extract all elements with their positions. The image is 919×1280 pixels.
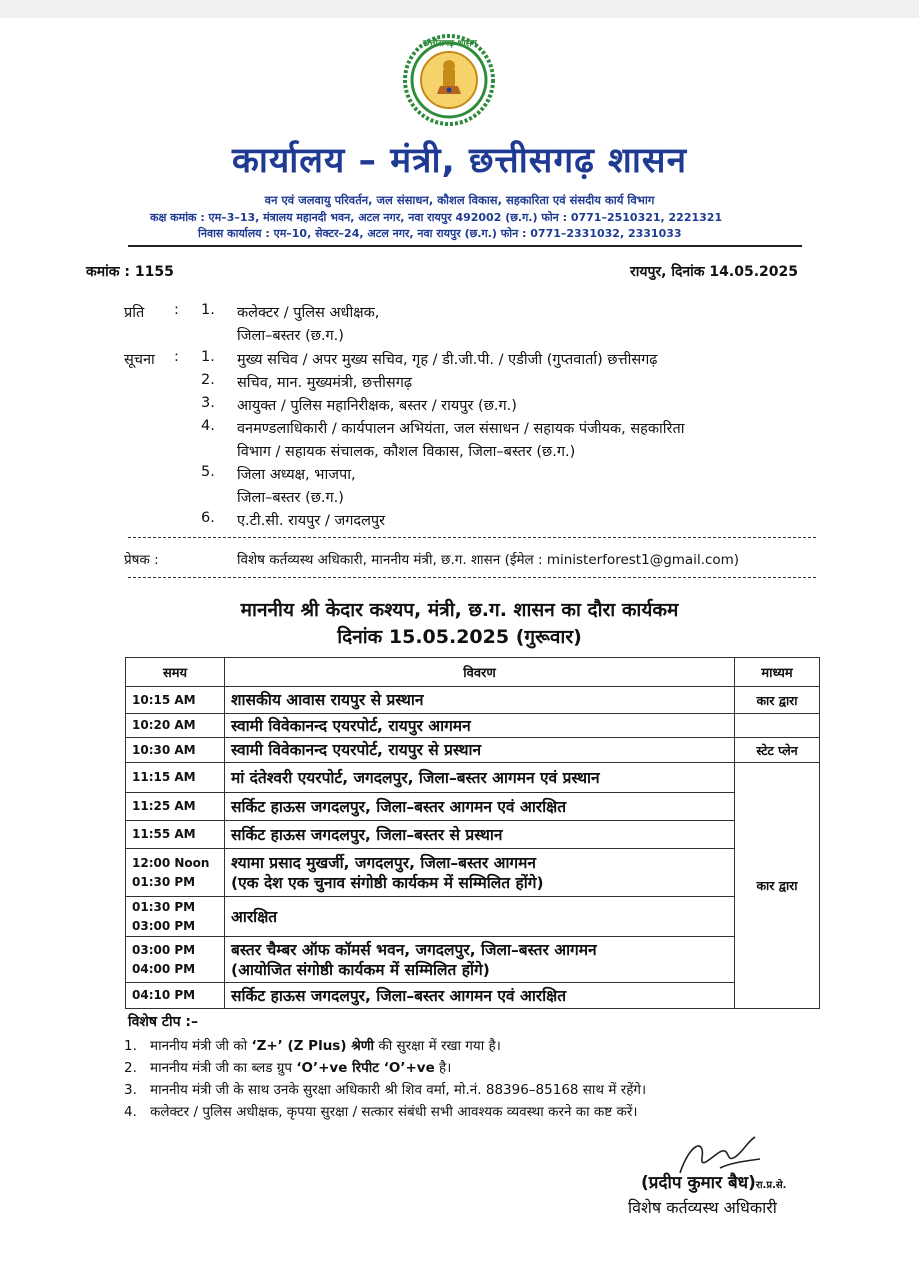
details-cell: मां दंतेश्वरी एयरपोर्ट, जगदलपुर, जिला–बस्तर आगमन एवं प्रस्थान <box>225 763 735 793</box>
details-cell: शासकीय आवास रायपुर से प्रस्थान <box>225 687 735 714</box>
cc-num: 2. <box>201 372 215 388</box>
to-colon: : <box>174 302 179 318</box>
to-label: प्रति <box>124 305 145 321</box>
place-date: रायपुर, दिनांक 14.05.2025 <box>630 264 798 280</box>
note-num: 3. <box>124 1082 137 1098</box>
cc-line: जिला अध्यक्ष, भाजपा, <box>237 467 356 483</box>
table-row <box>126 937 820 983</box>
program-date: दिनांक 15.05.2025 (गुरूवार) <box>337 626 582 648</box>
details-cell: सर्किट हाऊस जगदलपुर, जिला–बस्तर आगमन एवं आरक्षित <box>225 983 735 1009</box>
time-end: 04:00 PM <box>132 961 196 976</box>
details-cell: स्वामी विवेकानन्द एयरपोर्ट, रायपुर आगमन <box>225 714 735 738</box>
note-text: कलेक्टर / पुलिस अधीक्षक, कृपया सुरक्षा / सत्कार संबंधी सभी आवश्यक व्यवस्था करने का कष्ट करें। <box>150 1104 638 1120</box>
table-header-row <box>126 658 820 687</box>
details-cell: सर्किट हाऊस जगदलपुर, जिला–बस्तर से प्रस्थान <box>225 821 735 849</box>
time-cell: 11:25 AM <box>126 793 225 821</box>
details-cell: स्वामी विवेकानन्द एयरपोर्ट, रायपुर से प्रस्थान <box>225 738 735 763</box>
cc-num: 3. <box>201 395 215 411</box>
cc-label: सूचना <box>124 352 155 368</box>
residence-address: निवास कार्यालय : एम–10, सेक्टर–24, अटल नगर, नवा रायपुर (छ.ग.) फोन : 0771–2331032, 2331033 <box>198 227 682 240</box>
note-text: माननीय मंत्री जी के साथ उनके सुरक्षा अधिकारी श्री शिव वर्मा, मो.नं. 88396–85168 साथ में रहेंगे। <box>150 1082 647 1098</box>
header-divider <box>128 245 802 247</box>
details-cell: आरक्षित <box>225 897 735 937</box>
note-text: माननीय मंत्री जी का ब्लड ग्रुप <box>150 1060 297 1076</box>
col-header-mode: माध्यम <box>735 658 820 687</box>
signatory-name <box>641 1170 786 1193</box>
cc-num: 4. <box>201 418 215 434</box>
cc-line: वनमण्डलाधिकारी / कार्यपालन अभियंता, जल संसाधन / सहायक पंजीयक, सहकारिता <box>237 421 685 437</box>
time-cell <box>126 849 225 897</box>
time-end: 01:30 PM <box>132 874 196 889</box>
table-row <box>126 793 820 821</box>
top-strip <box>0 0 919 18</box>
to-num-1: 1. <box>201 302 215 318</box>
time-cell: 04:10 PM <box>126 983 225 1009</box>
cc-line: विभाग / सहायक संचालक, कौशल विकास, जिला–बस्तर (छ.ग.) <box>237 444 576 460</box>
col-header-time: समय <box>126 658 225 687</box>
cc-num: 6. <box>201 510 215 526</box>
note-text: है। <box>434 1060 452 1076</box>
note-text: की सुरक्षा में रखा गया है। <box>374 1038 501 1054</box>
mode-cell <box>735 714 820 738</box>
time-end: 03:00 PM <box>132 918 196 933</box>
cc-num: 5. <box>201 464 215 480</box>
time-start: 03:00 PM <box>132 942 196 957</box>
cc-line: ए.टी.सी. रायपुर / जगदलपुर <box>237 513 386 529</box>
time-cell: 10:20 AM <box>126 714 225 738</box>
table-row <box>126 763 820 793</box>
time-cell <box>126 937 225 983</box>
table-row <box>126 738 820 763</box>
time-cell: 10:15 AM <box>126 687 225 714</box>
note-text-bold: ‘Z+’ (Z Plus) श्रेणी <box>251 1038 375 1054</box>
note-num: 1. <box>124 1038 137 1054</box>
details-cell <box>225 849 735 897</box>
details-line: (आयोजित संगोष्ठी कार्यकम में सम्मिलित होंगे) <box>231 960 490 979</box>
cc-line: सचिव, मान. मुख्यमंत्री, छत्तीसगढ़ <box>237 375 413 391</box>
col-header-details: विवरण <box>225 658 735 687</box>
cc-colon: : <box>174 349 179 365</box>
note-num: 2. <box>124 1060 137 1076</box>
note-text: माननीय मंत्री जी को <box>150 1038 252 1054</box>
note-num: 4. <box>124 1104 137 1120</box>
time-start: 01:30 PM <box>132 899 196 914</box>
mode-cell: स्टेट प्लेन <box>735 738 820 763</box>
to-line: जिला–बस्तर (छ.ग.) <box>237 328 344 344</box>
details-line: बस्तर चैम्बर ऑफ कॉमर्स भवन, जगदलपुर, जिला–बस्तर आगमन <box>231 940 597 959</box>
cc-line: आयुक्त / पुलिस महानिरीक्षक, बस्तर / रायपुर (छ.ग.) <box>237 398 517 414</box>
dashed-divider <box>128 577 816 578</box>
note-item <box>124 1080 646 1098</box>
details-cell <box>225 937 735 983</box>
office-title: कार्यालय – मंत्री, छत्तीसगढ़ शासन <box>232 141 687 181</box>
sender-text: विशेष कर्तव्यस्थ अधिकारी, माननीय मंत्री, छ.ग. शासन (ईमेल : ministerforest1@gmail.com) <box>237 552 740 568</box>
signatory-designation: विशेष कर्तव्यस्थ अधिकारी <box>628 1198 777 1217</box>
office-address: कक्ष कमांक : एम–3–13, मंत्रालय महानदी भवन, अटल नगर, नवा रायपुर 492002 (छ.ग.) फोन : 0771–2510321, 2221321 <box>150 211 723 224</box>
table-row <box>126 821 820 849</box>
table-row <box>126 983 820 1009</box>
program-title: माननीय श्री केदार कश्यप, मंत्री, छ.ग. शासन का दौरा कार्यकम <box>240 599 679 621</box>
note-item <box>124 1036 501 1054</box>
mode-cell-merged: कार द्वारा <box>735 763 820 1009</box>
departments-line: वन एवं जलवायु परिवर्तन, जल संसाधन, कौशल विकास, सहकारिता एवं संसदीय कार्य विभाग <box>264 193 655 207</box>
to-line: कलेक्टर / पुलिस अधीक्षक, <box>237 305 380 321</box>
cc-num: 1. <box>201 349 215 365</box>
emblem-ring-text: छत्तीसगढ़ शासन <box>423 39 477 49</box>
note-item <box>124 1102 637 1120</box>
cc-line: जिला–बस्तर (छ.ग.) <box>237 490 344 506</box>
details-line: (एक देश एक चुनाव संगोष्ठी कार्यकम में सम्मिलित होंगे) <box>231 873 544 892</box>
dashed-divider <box>128 537 816 538</box>
note-item <box>124 1058 451 1076</box>
time-cell: 11:55 AM <box>126 821 225 849</box>
time-cell: 11:15 AM <box>126 763 225 793</box>
sender-label: प्रेषक : <box>124 552 159 568</box>
table-row <box>126 897 820 937</box>
schedule-table <box>125 657 820 1009</box>
time-cell <box>126 897 225 937</box>
time-start: 12:00 Noon <box>132 855 210 870</box>
service-suffix: रा.प्र.से. <box>755 1180 787 1191</box>
details-line: श्यामा प्रसाद मुखर्जी, जगदलपुर, जिला–बस्तर आगमन <box>231 853 537 872</box>
signatory-name-text: (प्रदीप कुमार बैध) <box>641 1173 756 1193</box>
table-row <box>126 687 820 714</box>
mode-cell: कार द्वारा <box>735 687 820 714</box>
time-cell: 10:30 AM <box>126 738 225 763</box>
notes-heading: विशेष टीप :– <box>128 1014 199 1030</box>
cc-line: मुख्य सचिव / अपर मुख्य सचिव, गृह / डी.जी.पी. / एडीजी (गुप्तवार्ता) छत्तीसगढ़ <box>237 352 658 368</box>
note-text-bold: ‘O’+ve रिपीट ‘O’+ve <box>296 1060 435 1076</box>
reference-number: कमांक : 1155 <box>86 264 174 280</box>
table-row <box>126 714 820 738</box>
details-cell: सर्किट हाऊस जगदलपुर, जिला–बस्तर आगमन एवं आरक्षित <box>225 793 735 821</box>
table-row <box>126 849 820 897</box>
